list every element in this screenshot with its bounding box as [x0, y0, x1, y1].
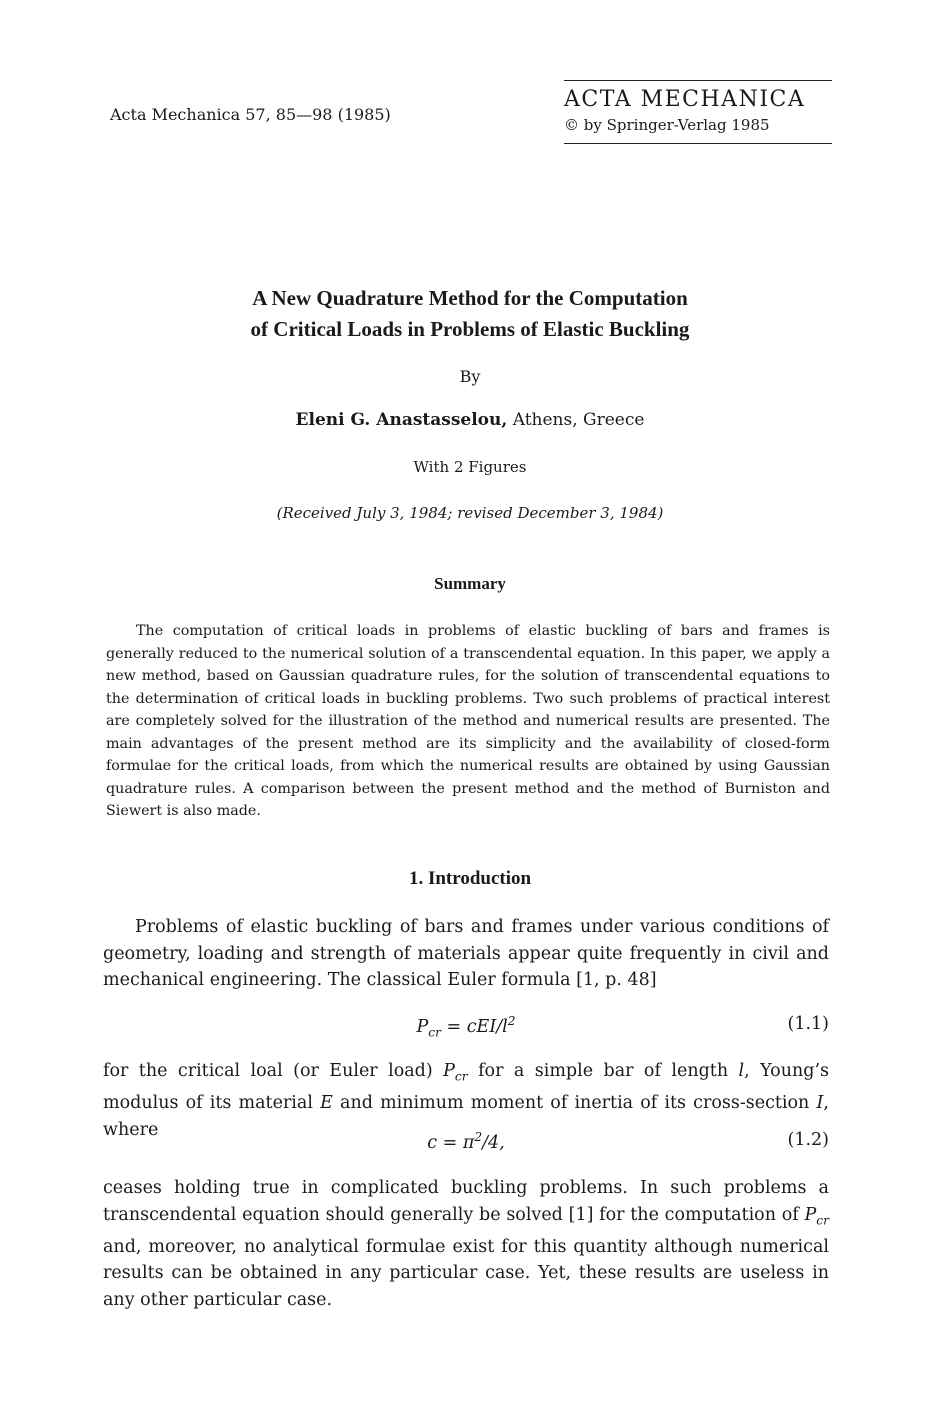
summary-heading: Summary [434, 574, 506, 593]
equation-1-1 [103, 1014, 829, 1040]
intro-paragraph-3: ceases holding true in complicated buckling problems. In such problems a transcendental equation should generally be solved [1] for the computation of $P_{cr}$ and, moreover, no analytical formulae exist for this quantity although numerical results can be obtained in any particular case. Yet, these results are useless in any other particular case. [103, 1178, 829, 1310]
equation-1-1-number: (1.1) [787, 1014, 829, 1034]
equation-1-2 [103, 1130, 829, 1156]
byline-label: By [459, 367, 481, 386]
equation-1-2-expression: $c = \pi^2/4$, [427, 1130, 505, 1153]
summary-text: The computation of critical loads in problems of elastic buckling of bars and frames is generally reduced to the numerical solution of a transcendental equation. In this paper, we apply a new method, based on Gaussian quadrature rules, for the solution of transcendental equations to the determination of critical loads in buckling problems. Two such problems of practical interest are completely solved for the illustration of the method and numerical results are presented. The main advantages of the present method are its simplicity and the availability of closed-form formulae for the critical loads, from which the numerical results are obtained by using Gaussian quadrature rules. A comparison between the present method and the method of Burniston and Siewert is also made. [106, 623, 830, 819]
masthead-copyright: © by Springer-Verlag 1985 [564, 116, 770, 134]
article-title-line-1: A New Quadrature Method for the Computation [252, 286, 688, 310]
section-heading-introduction: 1. Introduction [408, 868, 532, 889]
intro-paragraph-2: for the critical loal (or Euler load) $P_{cr}$ for a simple bar of length l, Young’s modulus of its material E and minimum moment of inertia of its cross-section I, where [103, 1061, 830, 1140]
masthead-top-rule [564, 80, 832, 81]
author-name: Eleni G. Anastasselou, [295, 410, 508, 430]
equation-1-1-expression: $P_{cr} = cEI/l^2$ [416, 1014, 516, 1040]
masthead-bottom-rule [564, 143, 832, 144]
author-location: Athens, Greece [512, 410, 645, 430]
equation-1-2-number: (1.2) [787, 1130, 829, 1150]
article-title-line-2: of Critical Loads in Problems of Elastic Buckling [250, 317, 690, 341]
intro-paragraph-1: Problems of elastic buckling of bars and frames under various conditions of geometry, loading and strength of materials appear quite frequently in civil and mechanical engineering. The classical Euler formula [1, p. 48] [103, 917, 829, 990]
masthead-journal-name: ACTA MECHANICA [564, 87, 806, 112]
article-title [100, 283, 840, 345]
received-dates: (Received July 3, 1984; revised December 3, 1984) [276, 504, 664, 522]
journal-masthead [564, 80, 832, 144]
figures-note: With 2 Figures [413, 458, 527, 476]
journal-reference: Acta Mechanica 57, 85—98 (1985) [110, 105, 391, 124]
author-line [100, 410, 840, 430]
